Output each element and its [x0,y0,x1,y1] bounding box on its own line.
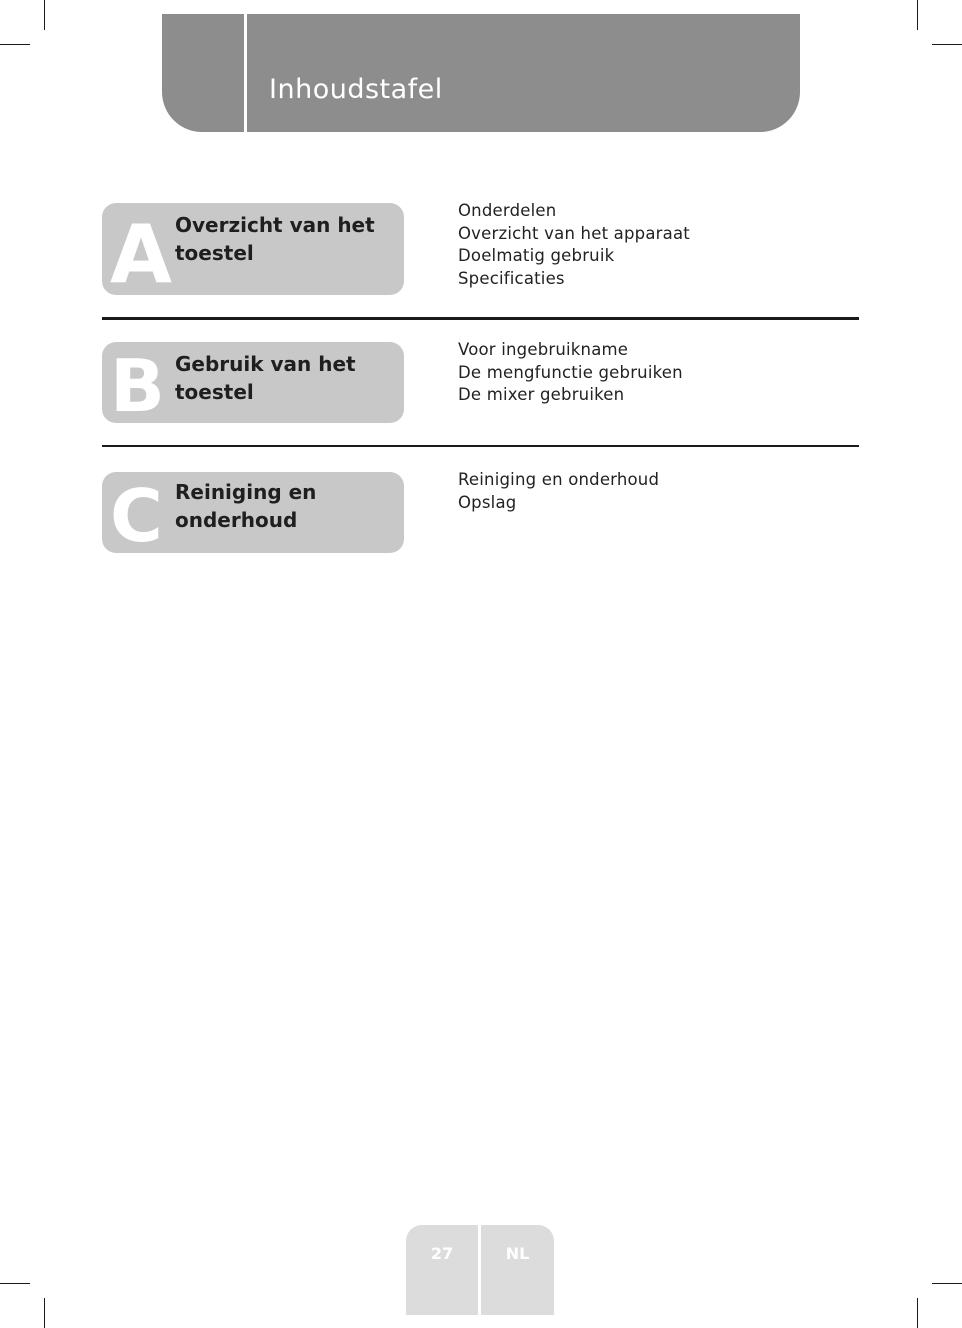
list-item[interactable]: Reiniging en onderhoud [458,470,660,489]
crop-mark [932,44,962,45]
section-items-c [458,469,659,514]
section-divider [102,317,859,320]
crop-mark [932,1283,962,1284]
crop-mark [0,1283,30,1284]
crop-mark [44,1298,45,1328]
section-items-b [458,339,683,407]
list-item[interactable]: Doelmatig gebruik [458,246,615,266]
section-letter-a: A [110,208,172,295]
header-divider [244,14,247,132]
list-item[interactable]: De mengfunctie gebruiken [458,362,683,382]
list-item[interactable]: Overzicht van het apparaat [458,223,690,243]
section-label-b[interactable] [102,342,404,423]
language-label: NL [481,1225,554,1315]
crop-mark [0,44,30,45]
section-title-a: Overzicht van het toestel [175,213,375,265]
page-footer [406,1225,554,1315]
page-title: Inhoudstafel [269,74,443,105]
crop-mark [917,0,918,30]
section-letter-c: C [110,474,163,553]
crop-mark [917,1298,918,1328]
list-item[interactable]: Voor ingebruikname [458,340,629,359]
list-item[interactable]: Opslag [458,492,517,512]
page-number: 27 [406,1225,478,1315]
list-item[interactable]: Specificaties [458,269,565,289]
crop-mark [44,0,45,30]
header-banner [162,14,800,132]
section-items-a [458,200,690,291]
section-title-b: Gebruik van het toestel [175,352,356,404]
list-item[interactable]: Onderdelen [458,201,557,220]
section-divider [102,445,859,447]
list-item[interactable]: De mixer gebruiken [458,385,625,405]
section-title-c: Reiniging en onderhoud [175,480,317,532]
section-label-c[interactable] [102,472,404,553]
section-label-a[interactable] [102,203,404,295]
section-letter-b: B [110,344,165,423]
